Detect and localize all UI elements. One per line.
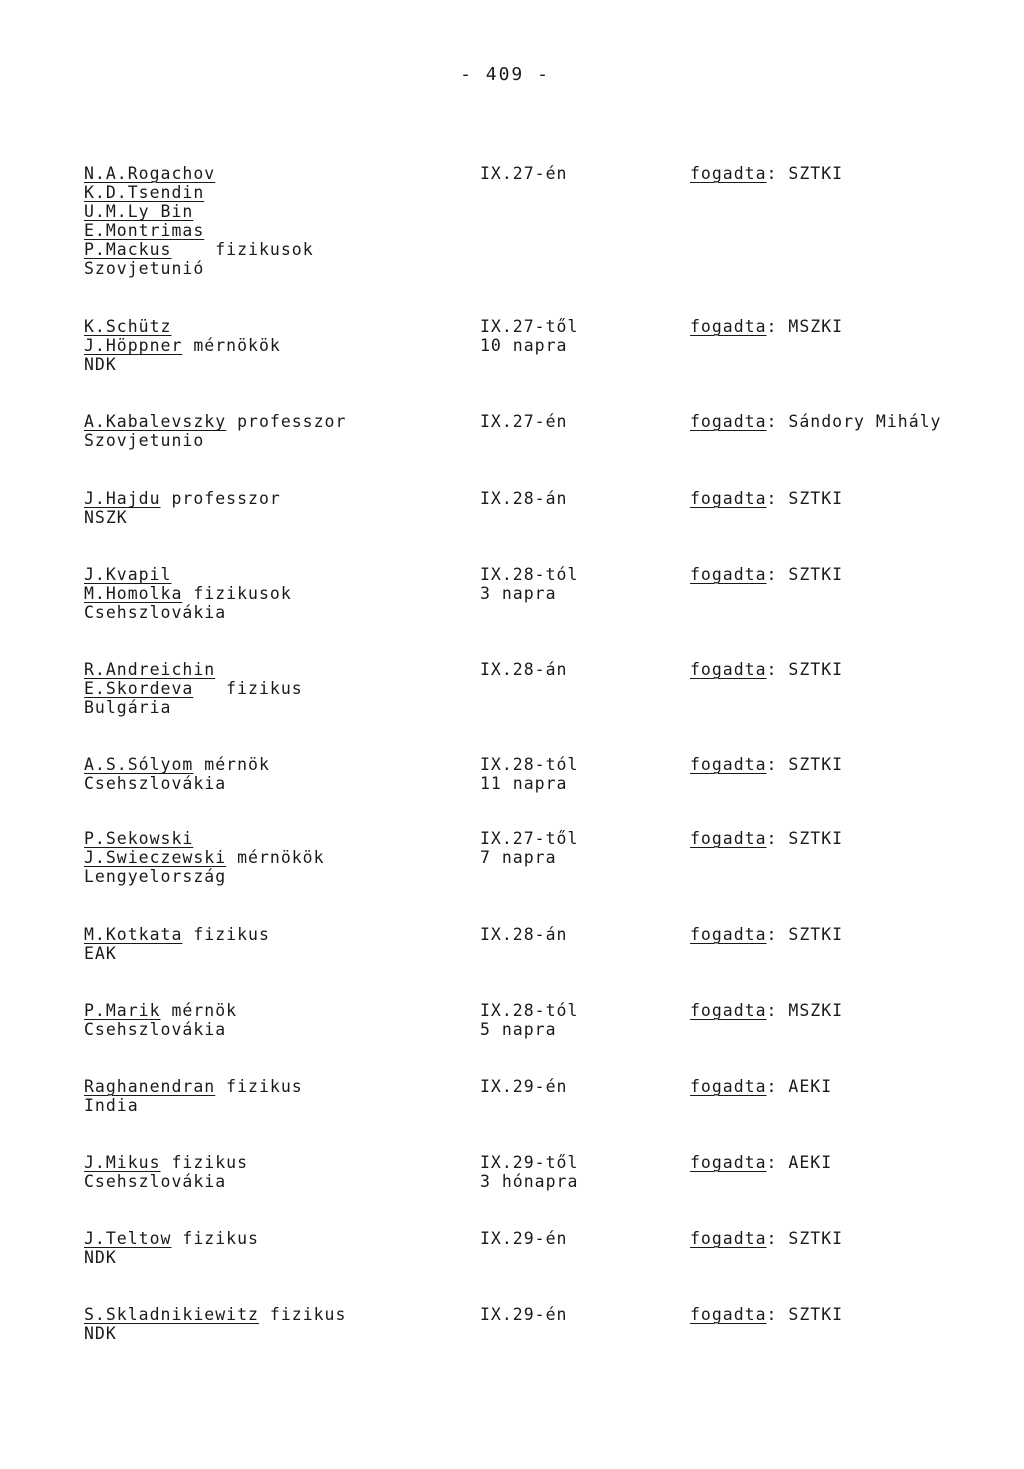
receiver-label: fogadta xyxy=(690,829,767,848)
visitor-names xyxy=(84,164,314,278)
receiver-label: fogadta xyxy=(690,1001,767,1020)
receiver: fogadta: Sándory Mihály xyxy=(690,412,942,431)
date-line: 5 napra xyxy=(480,1020,557,1039)
receiver: fogadta: SZTKI xyxy=(690,565,844,584)
receiver: fogadta: SZTKI xyxy=(690,1305,844,1324)
receiver-label: fogadta xyxy=(690,164,767,183)
date-line: IX.28-tól xyxy=(480,755,579,774)
visit-date xyxy=(480,164,567,183)
visitor-role: fizikus xyxy=(226,679,303,698)
visitor-name: A.S.Sólyom xyxy=(84,755,194,774)
visitor-role: fizikusok xyxy=(215,240,314,259)
visitor-name: U.M.Ly Bin xyxy=(84,202,194,221)
visitor-role: mérnökök xyxy=(193,336,281,355)
receiver: fogadta: SZTKI xyxy=(690,660,844,679)
visitor-country: India xyxy=(84,1096,139,1115)
visitor-name: N.A.Rogachov xyxy=(84,164,216,183)
visitor-name: R.Andreichin xyxy=(84,660,216,679)
date-line: IX.27-től xyxy=(480,829,579,848)
receiver: fogadta: SZTKI xyxy=(690,925,844,944)
visit-date xyxy=(480,489,567,508)
visitor-entry xyxy=(0,1001,1024,1041)
visitor-role: professzor xyxy=(171,489,281,508)
date-line: IX.28-án xyxy=(480,925,568,944)
visitor-role: mérnök xyxy=(204,755,270,774)
visitor-name: J.Mikus xyxy=(84,1153,161,1172)
visitor-role: fizikus xyxy=(226,1077,303,1096)
receiver-label: fogadta xyxy=(690,1305,767,1324)
receiver: fogadta: SZTKI xyxy=(690,489,844,508)
visitor-names xyxy=(84,1001,237,1039)
visitor-country: NDK xyxy=(84,1248,117,1267)
visitor-name: J.Hajdu xyxy=(84,489,161,508)
visitor-names xyxy=(84,1229,259,1267)
visit-date xyxy=(480,317,578,355)
visitor-name: P.Mackus xyxy=(84,240,172,259)
date-line: IX.29-től xyxy=(480,1153,579,1172)
date-line: 11 napra xyxy=(480,774,568,793)
receiver-label: fogadta xyxy=(690,1153,767,1172)
visitor-name: E.Skordeva xyxy=(84,679,194,698)
visitor-role: fizikus xyxy=(269,1305,347,1324)
visitor-country: Lengyelország xyxy=(84,867,227,886)
visitor-country: Bulgária xyxy=(84,698,172,717)
visitor-name: P.Sekowski xyxy=(84,829,194,848)
visitor-name: E.Montrimas xyxy=(84,221,205,240)
visitor-name: M.Homolka xyxy=(84,584,183,603)
visitor-entry xyxy=(0,925,1024,965)
visitor-entry xyxy=(0,317,1024,377)
date-line: 3 hónapra xyxy=(480,1172,579,1191)
visitor-country: Szovjetunió xyxy=(84,259,205,278)
visit-date xyxy=(480,1077,567,1096)
receiver-host: SZTKI xyxy=(788,1305,844,1324)
receiver-label: fogadta xyxy=(690,925,767,944)
visitor-name: M.Kotkata xyxy=(84,925,183,944)
receiver-label: fogadta xyxy=(690,489,767,508)
receiver: fogadta: AEKI xyxy=(690,1153,833,1172)
receiver: fogadta: SZTKI xyxy=(690,755,844,774)
visit-date xyxy=(480,755,578,793)
date-line: IX.29-én xyxy=(480,1229,568,1248)
visitor-country: EAK xyxy=(84,944,117,963)
visitor-name: P.Marik xyxy=(84,1001,161,1020)
visitor-entry xyxy=(0,755,1024,795)
receiver-label: fogadta xyxy=(690,660,767,679)
date-line: 3 napra xyxy=(480,584,557,603)
visitor-name: Raghanendran xyxy=(84,1077,216,1096)
visitor-names xyxy=(84,660,303,717)
visitor-entry xyxy=(0,412,1024,452)
visitor-entry xyxy=(0,565,1024,625)
receiver: fogadta: SZTKI xyxy=(690,164,844,183)
receiver-host: SZTKI xyxy=(788,829,844,848)
visitor-role: fizikusok xyxy=(193,584,292,603)
receiver-host: MSZKI xyxy=(788,317,844,336)
receiver-label: fogadta xyxy=(690,755,767,774)
visitor-entry xyxy=(0,164,1024,284)
receiver-host: MSZKI xyxy=(788,1001,844,1020)
date-line: IX.27-én xyxy=(480,164,568,183)
visit-date xyxy=(480,1229,567,1248)
receiver: fogadta: SZTKI xyxy=(690,829,844,848)
visitor-country: NDK xyxy=(84,355,117,374)
date-line: IX.28-tól xyxy=(480,565,579,584)
visitor-name: J.Höppner xyxy=(84,336,183,355)
receiver-host: AEKI xyxy=(788,1077,833,1096)
receiver-label: fogadta xyxy=(690,565,767,584)
visitor-name: S.Skladnikiewitz xyxy=(84,1305,259,1324)
visitor-country: NDK xyxy=(84,1324,117,1343)
receiver-label: fogadta xyxy=(690,317,767,336)
receiver: fogadta: AEKI xyxy=(690,1077,833,1096)
receiver-host: AEKI xyxy=(788,1153,833,1172)
visit-date xyxy=(480,1001,578,1039)
visitor-name: A.Kabalevszky xyxy=(84,412,227,431)
receiver-host: SZTKI xyxy=(788,925,844,944)
visitor-names xyxy=(84,1077,303,1115)
receiver-host: SZTKI xyxy=(788,164,844,183)
receiver-host: SZTKI xyxy=(788,755,844,774)
receiver-host: SZTKI xyxy=(788,1229,844,1248)
receiver-label: fogadta xyxy=(690,1077,767,1096)
visitor-role: professzor xyxy=(237,412,347,431)
visitor-country: Csehszlovákia xyxy=(84,603,227,622)
visitor-role: fizikus xyxy=(182,1229,259,1248)
visitor-name: J.Kvapil xyxy=(84,565,172,584)
visitor-role: mérnök xyxy=(171,1001,238,1020)
visit-date xyxy=(480,565,578,603)
receiver-host: SZTKI xyxy=(788,565,844,584)
visitor-country: Szovjetunio xyxy=(84,431,205,450)
visitor-entry xyxy=(0,829,1024,889)
date-line: IX.27-én xyxy=(480,412,568,431)
date-line: IX.29-én xyxy=(480,1305,568,1324)
visitor-name: K.Schütz xyxy=(84,317,172,336)
visitor-names xyxy=(84,829,325,886)
visitor-names xyxy=(84,317,281,374)
visitor-names xyxy=(84,925,270,963)
visitor-country: Csehszlovákia xyxy=(84,1020,227,1039)
visitor-entry xyxy=(0,1153,1024,1193)
visitor-names xyxy=(84,565,292,622)
receiver: fogadta: SZTKI xyxy=(690,1229,844,1248)
receiver-host: SZTKI xyxy=(788,660,844,679)
visit-date xyxy=(480,829,578,867)
visitor-names xyxy=(84,489,281,527)
visitor-names xyxy=(84,412,346,450)
visitor-country: Csehszlovákia xyxy=(84,774,227,793)
visitor-name: K.D.Tsendin xyxy=(84,183,205,202)
visitor-name: J.Teltow xyxy=(84,1229,172,1248)
visitor-names xyxy=(84,1153,248,1191)
visitor-entry xyxy=(0,489,1024,529)
visit-date xyxy=(480,660,567,679)
visitor-entry xyxy=(0,1305,1024,1345)
visitor-names xyxy=(84,755,270,793)
date-line: 10 napra xyxy=(480,336,568,355)
visit-date xyxy=(480,925,567,944)
visitor-entry xyxy=(0,1229,1024,1269)
visit-date xyxy=(480,1305,567,1324)
visit-date xyxy=(480,1153,578,1191)
receiver-host: SZTKI xyxy=(788,489,844,508)
receiver: fogadta: MSZKI xyxy=(690,1001,844,1020)
visitor-names xyxy=(84,1305,346,1343)
date-line: IX.28-án xyxy=(480,660,568,679)
date-line: IX.28-tól xyxy=(480,1001,579,1020)
date-line: 7 napra xyxy=(480,848,557,867)
date-line: IX.28-án xyxy=(480,489,568,508)
receiver-label: fogadta xyxy=(690,412,767,431)
visitor-entry xyxy=(0,660,1024,720)
date-line: IX.27-től xyxy=(480,317,579,336)
visit-date xyxy=(480,412,567,431)
visitor-country: NSZK xyxy=(84,508,128,527)
visitor-role: fizikus xyxy=(171,1153,249,1172)
page-number: - 409 - xyxy=(460,64,550,85)
visitor-entry xyxy=(0,1077,1024,1117)
date-line: IX.29-én xyxy=(480,1077,568,1096)
receiver-host: Sándory Mihály xyxy=(788,412,942,431)
receiver-label: fogadta xyxy=(690,1229,767,1248)
visitor-role: fizikus xyxy=(193,925,270,944)
visitor-role: mérnökök xyxy=(237,848,325,867)
visitor-country: Csehszlovákia xyxy=(84,1172,227,1191)
visitor-name: J.Swieczewski xyxy=(84,848,227,867)
receiver: fogadta: MSZKI xyxy=(690,317,844,336)
